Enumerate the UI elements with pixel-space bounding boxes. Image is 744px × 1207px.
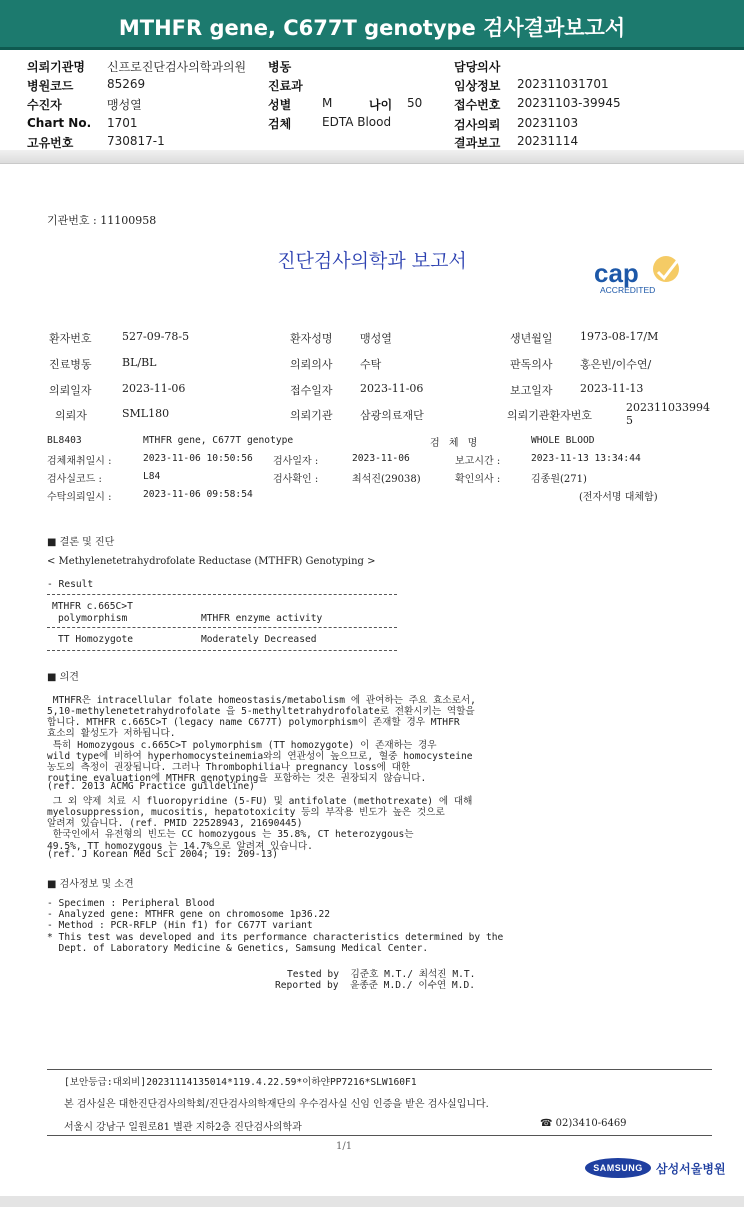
result-date-label: 결과보고 — [454, 136, 501, 150]
chart-no-value: 1701 — [107, 116, 138, 130]
collect-value: 2023-11-06 10:50:56 — [143, 453, 253, 464]
section-opinion-heading: ■ 의견 — [47, 672, 79, 683]
opinion-line: 알려져 있습니다. (ref. PMID 22528943, 21690445) — [47, 818, 303, 829]
reported-by: Reported by 윤종준 M.D./ 이수연 M.D. — [275, 980, 476, 991]
opinion-line: 그 외 약제 치료 시 fluoropyridine (5-FU) 및 antifolate (methotrexate) 에 대해 — [47, 796, 473, 807]
patient-no-label: 환자번호 — [49, 332, 92, 345]
order-date-value: 2023-11-06 — [122, 382, 186, 395]
opinion-line: 한국인에서 유전형의 빈도는 CC homozygous 는 35.8%, CT heterozygous는 — [47, 829, 414, 840]
patient-label: 수진자 — [27, 98, 62, 112]
footer-bottom-rule — [47, 1135, 712, 1136]
result-table-bottom-rule — [47, 650, 397, 651]
title-bar — [0, 0, 744, 50]
sex-value: M — [322, 96, 333, 110]
info-line: - Method : PCR-RFLP (Hin f1) for C677T variant — [47, 920, 313, 931]
activity-value: Moderately Decreased — [201, 634, 317, 645]
footer-top-rule — [47, 1069, 712, 1070]
outsourced-label: 수탁의뢰일시 : — [47, 492, 112, 503]
report-date-value: 2023-11-13 — [580, 382, 644, 395]
patient-no-value: 527-09-78-5 — [122, 330, 190, 343]
result-date-value: 20231114 — [517, 134, 579, 148]
page-title: MTHFR gene, C677T genotype 검사결과보고서 — [118, 16, 626, 40]
hospital-code-value: 85269 — [107, 77, 146, 91]
opinion-line: 효소의 활성도가 저하됩니다. — [47, 728, 176, 739]
page-number: 1/1 — [336, 1141, 353, 1152]
opinion-line: 농도의 측정이 권장됩니다. 그러나 Thrombophilia나 pregnancy loss에 대한 — [47, 762, 411, 773]
security-stamp: [보안등급:대외비]20231114135014*119.4.22.59*이하얀PP7216*SLW160F1 — [64, 1077, 417, 1088]
opinion-line: MTHFR은 intracellular folate homeostasis/metabolism 에 관여하는 주요 효소로서, — [47, 695, 476, 706]
request-date-value: 20231103 — [517, 116, 579, 130]
hospital-logo-text: 삼성서울병원 — [656, 1162, 726, 1176]
tested-by: Tested by 김준호 M.T./ 최석진 M.T. — [287, 969, 476, 980]
order-date-label: 의뢰일자 — [49, 384, 92, 397]
report-time-value: 2023-11-13 13:34:44 — [531, 453, 641, 464]
esign-note: (전자서명 대체함) — [579, 492, 658, 503]
genotype-value: TT Homozygote — [58, 634, 134, 645]
opinion-line: 5,10-methylenetetrahydrofolate 을 5-methyltetrahydrofolate로 전환시키는 역할을 — [47, 706, 475, 717]
unique-no-value: 730817-1 — [107, 134, 165, 148]
test-name: MTHFR gene, C677T genotype — [143, 435, 294, 446]
hospital-code-label: 병원코드 — [27, 79, 74, 93]
verify-value: 김종원(271) — [531, 474, 587, 485]
report-time-label: 보고시간 : — [455, 456, 501, 467]
test-code: BL8403 — [47, 435, 82, 446]
ref-patient-no-value: 202311033994 — [626, 401, 710, 414]
birth-value: 1973-08-17/M — [580, 330, 659, 343]
clinical-info-label: 임상정보 — [454, 79, 501, 93]
section-result-heading: ■ 결론 및 진단 — [47, 537, 115, 548]
opinion-line: 49.5%, TT homozygous 는 14.7%으로 알려져 있습니다. — [47, 841, 313, 852]
request-date-label: 검사의뢰 — [454, 118, 501, 132]
requester-value: SML180 — [122, 407, 170, 420]
reading-doctor-value: 홍은빈/이수연/ — [580, 358, 652, 371]
info-line: * This test was developed and its performance characteristics determined by the — [47, 932, 504, 943]
patient-value: 맹성열 — [107, 98, 142, 112]
receipt-date-value: 2023-11-06 — [360, 382, 424, 395]
specimen-value: EDTA Blood — [322, 115, 392, 129]
confirm-label: 검사확인 : — [273, 474, 319, 485]
opinion-line: (ref. 2013 ACMG Practice guildeline) — [47, 781, 255, 792]
birth-label: 생년월일 — [510, 332, 553, 345]
opinion-line: (ref. J Korean Med Sci 2004; 19: 209-13) — [47, 849, 279, 860]
ordering-doctor-value: 수탁 — [360, 358, 382, 371]
lab-phone: ☎ 02)3410-6469 — [540, 1118, 627, 1129]
ward-value-2: BL/BL — [122, 356, 157, 369]
section-test-info-heading: ■ 검사정보 및 소견 — [47, 879, 134, 890]
age-value: 50 — [407, 96, 423, 110]
chart-no-label: Chart No. — [27, 116, 92, 130]
lab-code-label: 검사실코드 : — [47, 474, 102, 485]
ward-label: 병동 — [268, 60, 292, 74]
collect-label: 검체채취일시 : — [47, 456, 112, 467]
lab-code-value: L84 — [143, 471, 161, 482]
patient-name-value: 맹성열 — [360, 332, 392, 345]
outsourced-value: 2023-11-06 09:58:54 — [143, 489, 253, 500]
ref-patient-no-wrap: 5 — [626, 414, 633, 427]
specimen-name-value: WHOLE BLOOD — [531, 435, 595, 446]
certification-text: 본 검사실은 대한진단검사의학회/진단검사의학재단의 우수검사실 신임 인증을 받은 검사실입니다. — [64, 1099, 489, 1110]
dept-label: 진료과 — [268, 79, 303, 93]
patient-name-label: 환자성명 — [290, 332, 333, 345]
cap-accredited-logo — [592, 252, 688, 296]
requesting-institution-label: 의뢰기관 — [290, 409, 333, 422]
assay-name: < Methylenetetrahydrofolate Reductase (MTHFR) Genotyping > — [47, 556, 376, 567]
specimen-name-label: 검 체 명 — [430, 438, 481, 449]
opinion-line: myelosuppression, mucositis, hepatotoxicity 등의 부작용 빈도가 높은 것으로 — [47, 807, 445, 818]
col-genotype-header-2: polymorphism — [58, 613, 128, 624]
samsung-logo: SAMSUNG — [585, 1158, 651, 1178]
hospital-name-label: 의뢰기관명 — [27, 60, 85, 74]
lab-address: 서울시 강남구 일원로81 별관 지하2층 진단검사의학과 — [64, 1122, 302, 1133]
hospital-name-value: 신프로진단검사의학과의원 — [107, 60, 247, 74]
specimen-label: 검체 — [268, 117, 292, 131]
receipt-date-label: 접수일자 — [290, 384, 333, 397]
receipt-no-label: 접수번호 — [454, 98, 501, 112]
report-date-label: 보고일자 — [510, 384, 553, 397]
unique-no-label: 고유번호 — [27, 136, 74, 150]
bottom-band — [0, 1196, 744, 1207]
opinion-line: routine evaluation에 MTHFR genotyping을 포함하는 것은 권장되지 않습니다. — [47, 773, 427, 784]
test-date-label: 검사일자 : — [273, 456, 319, 467]
confirm-value: 최석진(29038) — [352, 474, 421, 485]
result-table-mid-rule — [47, 627, 397, 628]
opinion-line: wild type에 비하여 hyperhomocysteinemia와의 연관성이 높으므로, 혈중 homocysteine — [47, 751, 473, 762]
requester-label: 의뢰자 — [55, 409, 87, 422]
report-title: 진단검사의학과 보고서 — [277, 250, 467, 272]
sex-label: 성별 — [268, 98, 292, 112]
age-label: 나이 — [369, 98, 393, 112]
result-table-top-rule — [47, 594, 397, 595]
doctor-label: 담당의사 — [454, 60, 501, 74]
col-genotype-header-1: MTHFR c.665C>T — [52, 601, 133, 612]
requesting-institution-value: 삼광의료재단 — [360, 409, 424, 422]
clinical-info-value: 202311031701 — [517, 77, 609, 91]
reading-doctor-label: 판독의사 — [510, 358, 553, 371]
ward-label-2: 진료병동 — [49, 358, 92, 371]
ordering-doctor-label: 의뢰의사 — [290, 358, 333, 371]
cap-sub: ACCREDITED — [600, 285, 656, 295]
cap-word: cap — [594, 258, 639, 288]
institution-number: 기관번호 : 11100958 — [47, 214, 157, 227]
test-date-value: 2023-11-06 — [352, 453, 410, 464]
result-label: - Result — [47, 579, 94, 590]
verify-label: 확인의사 : — [455, 474, 501, 485]
col-activity-header: MTHFR enzyme activity — [201, 613, 323, 624]
ref-patient-no-label: 의뢰기관환자번호 — [507, 409, 593, 422]
opinion-line: 특히 Homozygous c.665C>T polymorphism (TT homozygote) 이 존재하는 경우 — [47, 740, 437, 751]
separator-band — [0, 150, 744, 164]
opinion-line: 합니다. MTHFR c.665C>T (legacy name C677T) polymorphism이 존재할 경우 MTHFR — [47, 717, 460, 728]
info-line: - Analyzed gene: MTHFR gene on chromosome 1p36.22 — [47, 909, 331, 920]
info-line: - Specimen : Peripheral Blood — [47, 898, 215, 909]
info-line: Dept. of Laboratory Medicine & Genetics, Samsung Medical Center. — [47, 943, 429, 954]
receipt-no-value: 20231103-39945 — [517, 96, 621, 110]
